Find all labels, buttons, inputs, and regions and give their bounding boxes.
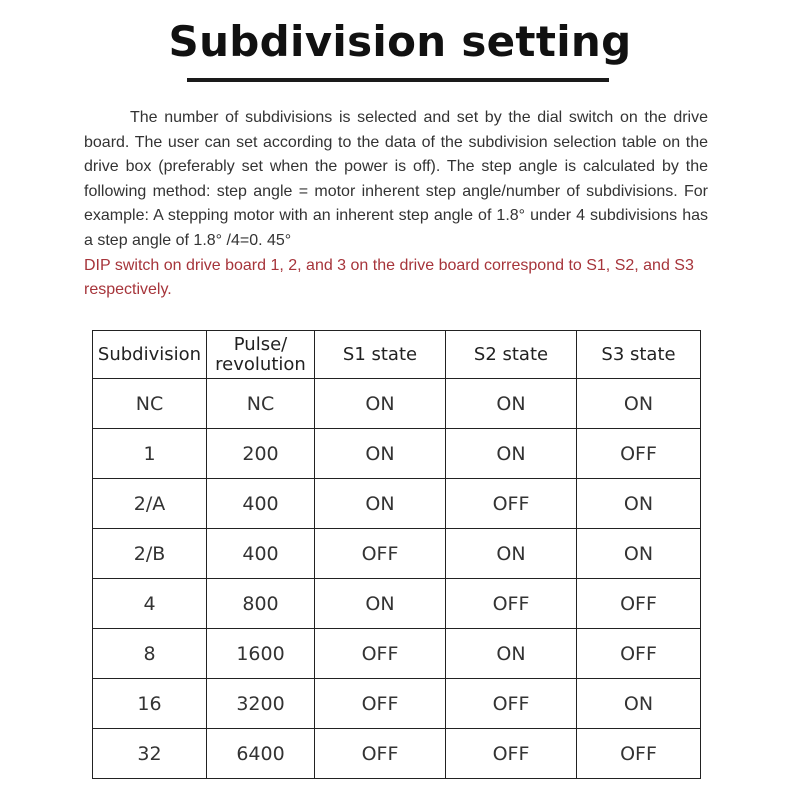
table-row <box>93 629 701 679</box>
header-s2-state: S2 state <box>446 331 577 379</box>
cell-s2: ON <box>446 529 577 579</box>
cell-pulse: 400 <box>207 479 315 529</box>
cell-subdivision: 1 <box>93 429 207 479</box>
dip-switch-note: DIP switch on drive board 1, 2, and 3 on the drive board correspond to S1, S2, and S3 respectively. <box>84 257 694 298</box>
intro-paragraph: The number of subdivisions is selected and set by the dial switch on the drive board. The user can set according to the data of the subdivision selection table on the drive box (preferably set when the power is off). The step angle is calculated by the following method: step angle = motor inherent step angle/number of subdivisions. For example: A stepping motor with an inherent step angle of 1.8° under 4 subdivisions has a step angle of 1.8° /4=0. 45° <box>84 109 708 249</box>
header-s3-state: S3 state <box>577 331 701 379</box>
table-row <box>93 679 701 729</box>
table-row <box>93 729 701 779</box>
cell-s2: ON <box>446 379 577 429</box>
cell-s1: OFF <box>315 629 446 679</box>
cell-pulse: 200 <box>207 429 315 479</box>
table-row <box>93 479 701 529</box>
title-underline <box>187 78 609 82</box>
cell-pulse: 6400 <box>207 729 315 779</box>
cell-s1: ON <box>315 429 446 479</box>
cell-s1: OFF <box>315 679 446 729</box>
cell-s2: ON <box>446 629 577 679</box>
cell-s2: OFF <box>446 729 577 779</box>
cell-s2: ON <box>446 429 577 479</box>
cell-pulse: 800 <box>207 579 315 629</box>
cell-s3: ON <box>577 529 701 579</box>
cell-s3: ON <box>577 679 701 729</box>
cell-pulse: 3200 <box>207 679 315 729</box>
cell-subdivision: 16 <box>93 679 207 729</box>
subdivision-table <box>92 330 701 779</box>
table-row <box>93 429 701 479</box>
cell-subdivision: 4 <box>93 579 207 629</box>
cell-s1: OFF <box>315 729 446 779</box>
header-subdivision: Subdivision <box>93 331 207 379</box>
cell-pulse: 400 <box>207 529 315 579</box>
cell-subdivision: 32 <box>93 729 207 779</box>
table-row <box>93 579 701 629</box>
cell-s1: ON <box>315 579 446 629</box>
cell-s2: OFF <box>446 479 577 529</box>
cell-pulse: NC <box>207 379 315 429</box>
cell-s2: OFF <box>446 579 577 629</box>
header-s1-state: S1 state <box>315 331 446 379</box>
cell-subdivision: NC <box>93 379 207 429</box>
cell-s1: ON <box>315 379 446 429</box>
header-pulse-revolution <box>207 331 315 379</box>
cell-s3: OFF <box>577 629 701 679</box>
cell-s1: ON <box>315 479 446 529</box>
cell-subdivision: 2/A <box>93 479 207 529</box>
page-title: Subdivision setting <box>168 17 632 66</box>
cell-subdivision: 8 <box>93 629 207 679</box>
cell-s2: OFF <box>446 679 577 729</box>
cell-s1: OFF <box>315 529 446 579</box>
header-revolution-line: revolution <box>215 353 306 375</box>
cell-s3: OFF <box>577 729 701 779</box>
cell-s3: OFF <box>577 429 701 479</box>
cell-subdivision: 2/B <box>93 529 207 579</box>
table-row <box>93 529 701 579</box>
cell-s3: OFF <box>577 579 701 629</box>
cell-s3: ON <box>577 479 701 529</box>
table-row <box>93 379 701 429</box>
header-pulse-line: Pulse/ <box>233 333 288 355</box>
cell-s3: ON <box>577 379 701 429</box>
table-header-row <box>93 331 701 379</box>
cell-pulse: 1600 <box>207 629 315 679</box>
